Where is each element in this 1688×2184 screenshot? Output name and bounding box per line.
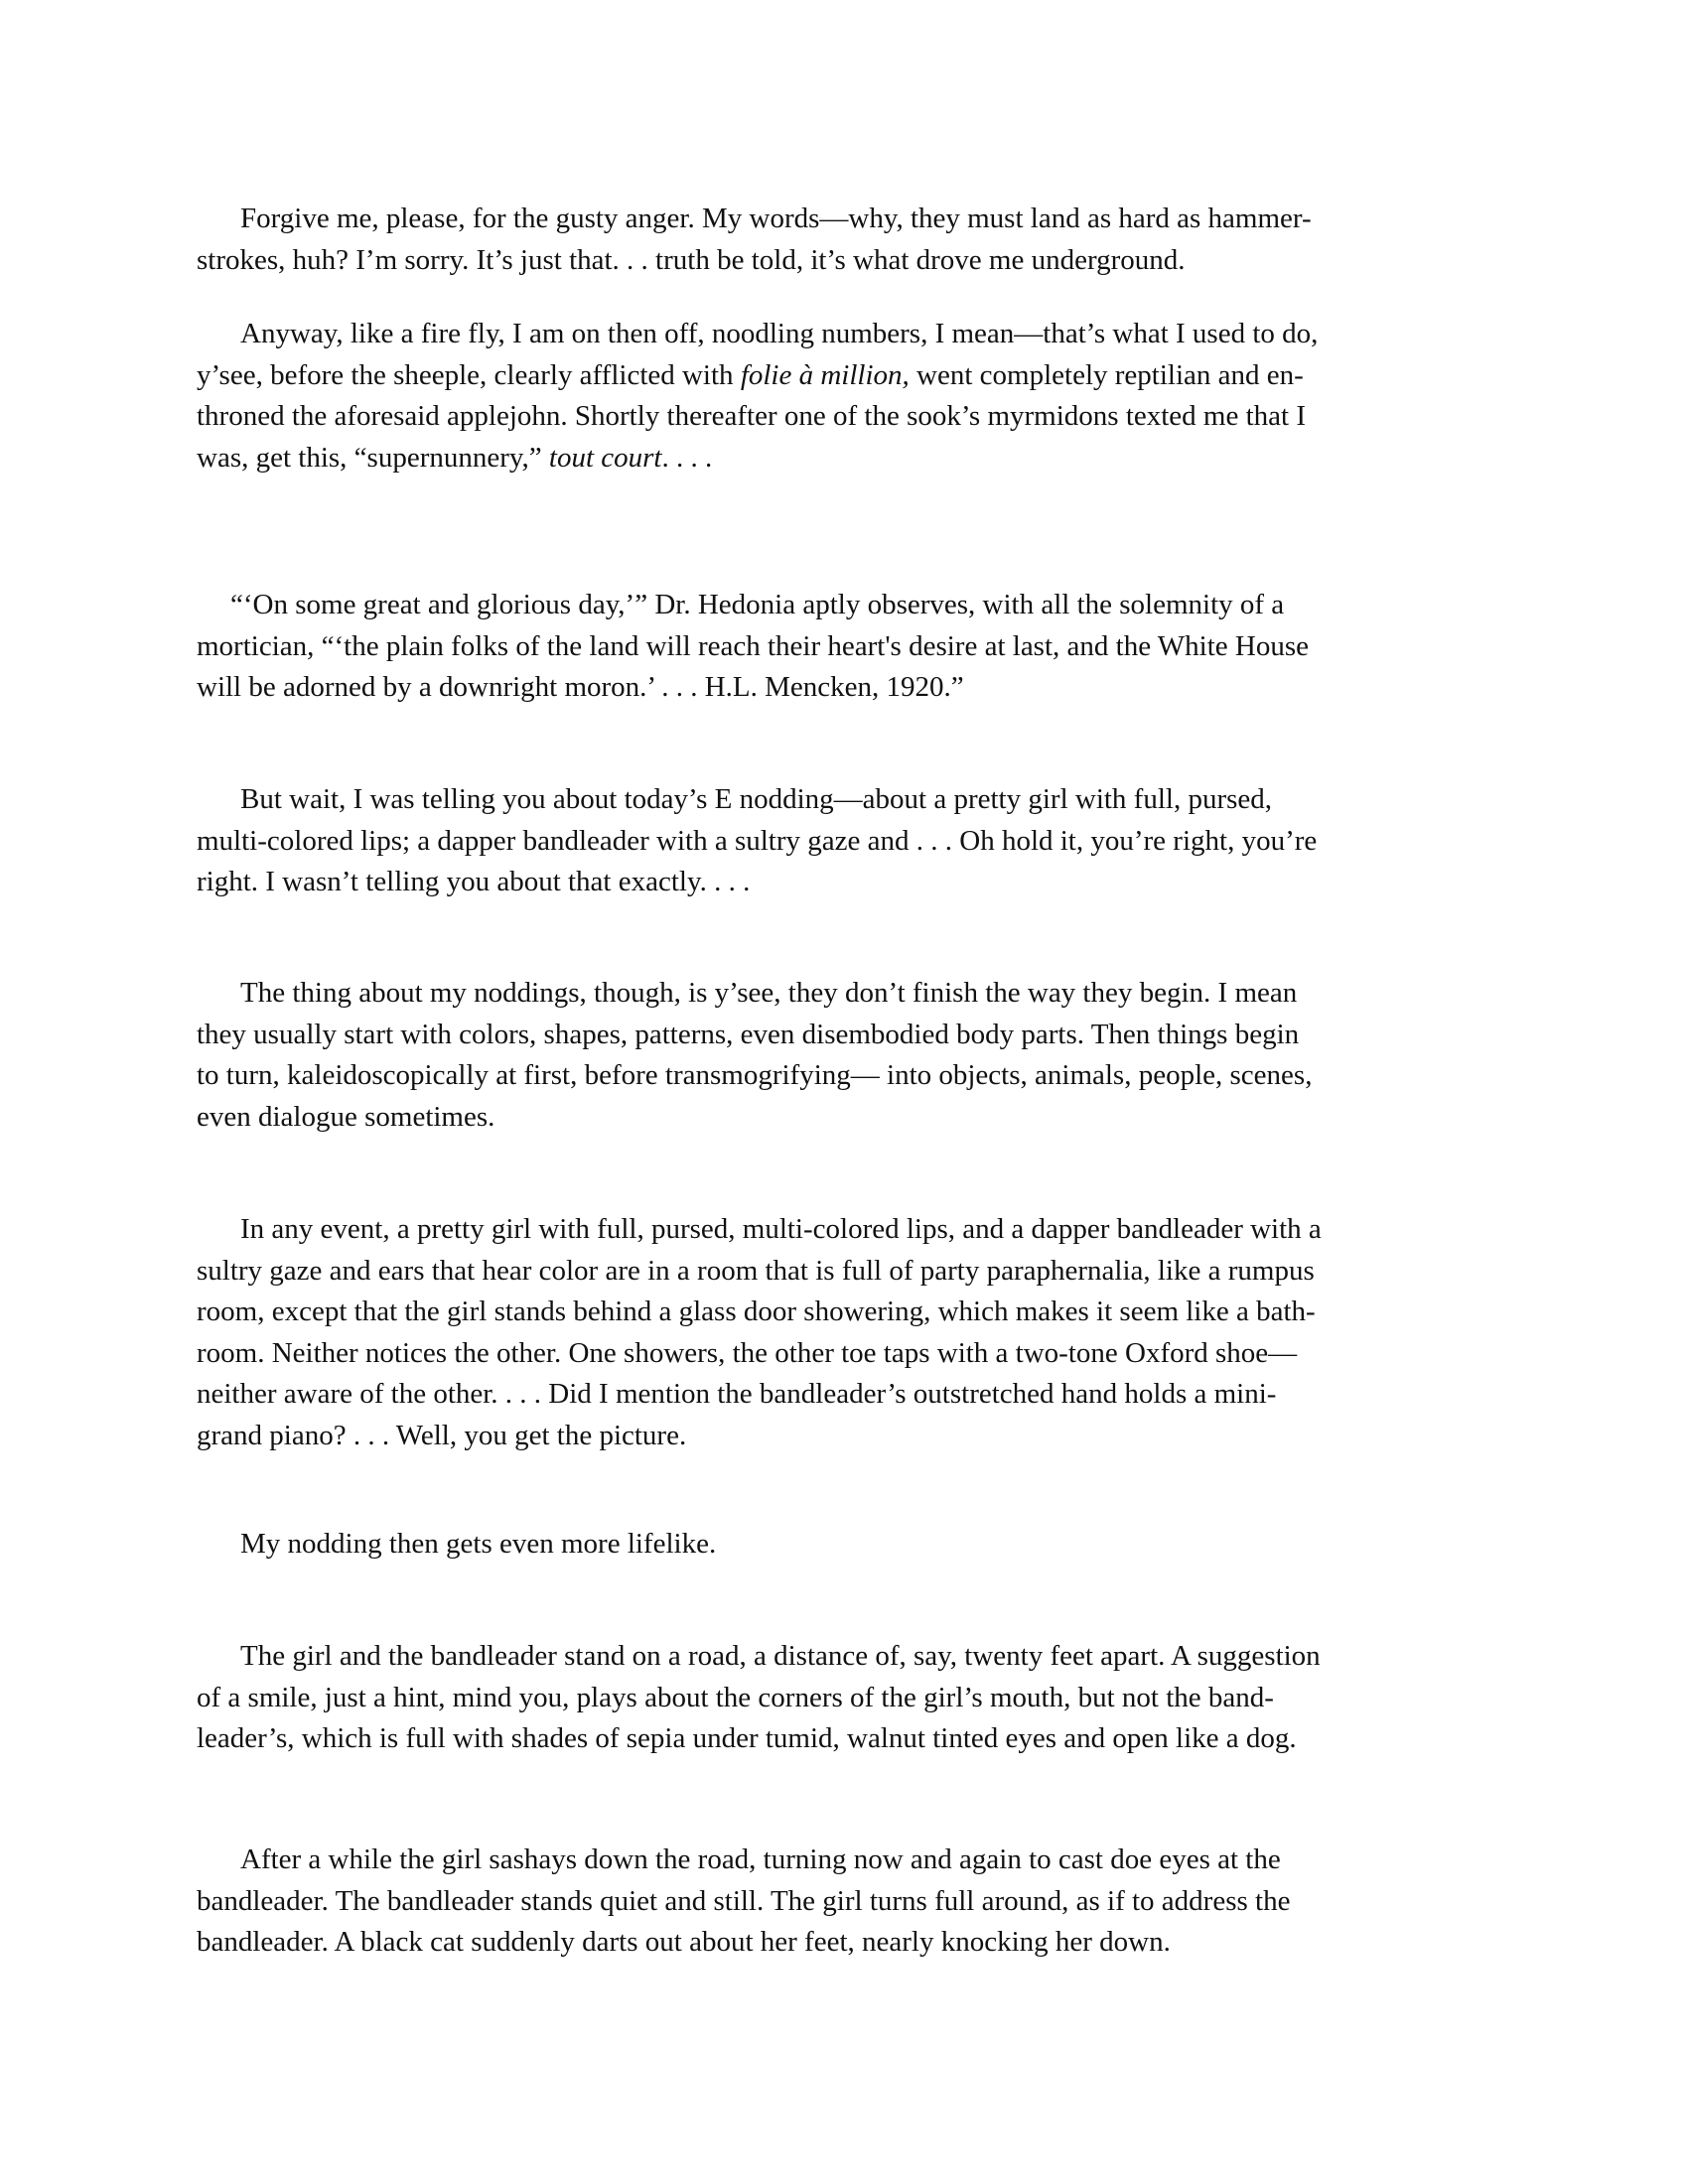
- paragraph-2: [197, 314, 1497, 478]
- paragraph-8: [197, 1636, 1497, 1760]
- text-line: room, except that the girl stands behind a glass door showering, which makes it seem like a bath-: [197, 1296, 1316, 1327]
- text-line: y’see, before the sheeple, clearly afflicted with folie à million, went completely reptilian and en-: [197, 358, 1304, 391]
- text-line: leader’s, which is full with shades of sepia under tumid, walnut tinted eyes and open like a dog.: [197, 1722, 1297, 1754]
- paragraph-9: [197, 1840, 1497, 1964]
- text-line: My nodding then gets even more lifelike.: [240, 1528, 717, 1560]
- text-line: Anyway, like a fire fly, I am on then off, noodling numbers, I mean—that’s what I used to do,: [240, 318, 1319, 349]
- text-line: After a while the girl sashays down the road, turning now and again to cast doe eyes at the: [240, 1843, 1281, 1875]
- text-line: neither aware of the other. . . . Did I mention the bandleader’s outstretched hand holds a mini-: [197, 1378, 1277, 1410]
- text-line: bandleader. A black cat suddenly darts out about her feet, nearly knocking her down.: [197, 1926, 1171, 1958]
- text-line: will be adorned by a downright moron.’ . . . H.L. Mencken, 1920.”: [197, 671, 964, 703]
- document-page: [197, 0, 1497, 2184]
- text-line: strokes, huh? I’m sorry. It’s just that. . . truth be told, it’s what drove me underground.: [197, 243, 1186, 276]
- paragraph-4: [197, 779, 1497, 903]
- text-line: even dialogue sometimes.: [197, 1100, 495, 1133]
- text-line: they usually start with colors, shapes, patterns, even disembodied body parts. Then things begin: [197, 1018, 1300, 1050]
- italic-phrase: folie à million,: [740, 358, 910, 391]
- text-line: throned the aforesaid applejohn. Shortly thereafter one of the sook’s myrmidons texted me that I: [197, 400, 1306, 432]
- text-line: sultry gaze and ears that hear color are in a room that is full of party paraphernalia, like a rumpus: [197, 1254, 1315, 1287]
- text-line: The thing about my noddings, though, is y’see, they don’t finish the way they begin. I mean: [240, 977, 1298, 1009]
- text-line: of a smile, just a hint, mind you, plays about the corners of the girl’s mouth, but not the band-: [197, 1681, 1274, 1713]
- italic-phrase: tout court: [548, 441, 662, 474]
- text-line: bandleader. The bandleader stands quiet and still. The girl turns full around, as if to address the: [197, 1884, 1291, 1917]
- paragraph-1: [197, 199, 1497, 281]
- text-line: Forgive me, please, for the gusty anger. My words—why, they must land as hard as hammer-: [240, 203, 1312, 234]
- paragraph-7: [197, 1524, 1497, 1566]
- text-line: was, get this, “supernunnery,” tout court. . . .: [197, 441, 713, 474]
- text-line: mortician, “‘the plain folks of the land will reach their heart's desire at last, and the White House: [197, 629, 1310, 662]
- text-line: grand piano? . . . Well, you get the picture.: [197, 1419, 687, 1451]
- text-line: In any event, a pretty girl with full, pursed, multi-colored lips, and a dapper bandleader with a: [240, 1213, 1322, 1245]
- text-line: room. Neither notices the other. One showers, the other toe taps with a two-tone Oxford shoe—: [197, 1336, 1298, 1369]
- text-line: “‘On some great and glorious day,’” Dr. Hedonia aptly observes, with all the solemnity of a: [230, 589, 1285, 620]
- paragraph-6: [197, 1209, 1497, 1456]
- text-line: to turn, kaleidoscopically at first, before transmogrifying— into objects, animals, people, scenes,: [197, 1059, 1313, 1091]
- paragraph-3: [197, 585, 1497, 709]
- text-line: The girl and the bandleader stand on a road, a distance of, say, twenty feet apart. A suggestion: [240, 1640, 1321, 1672]
- text-line: multi-colored lips; a dapper bandleader with a sultry gaze and . . . Oh hold it, you’re right, you’re: [197, 824, 1318, 857]
- text-line: right. I wasn’t telling you about that exactly. . . .: [197, 866, 751, 897]
- text-line: But wait, I was telling you about today’s E nodding—about a pretty girl with full, pursed,: [240, 783, 1273, 815]
- paragraph-5: [197, 973, 1497, 1138]
